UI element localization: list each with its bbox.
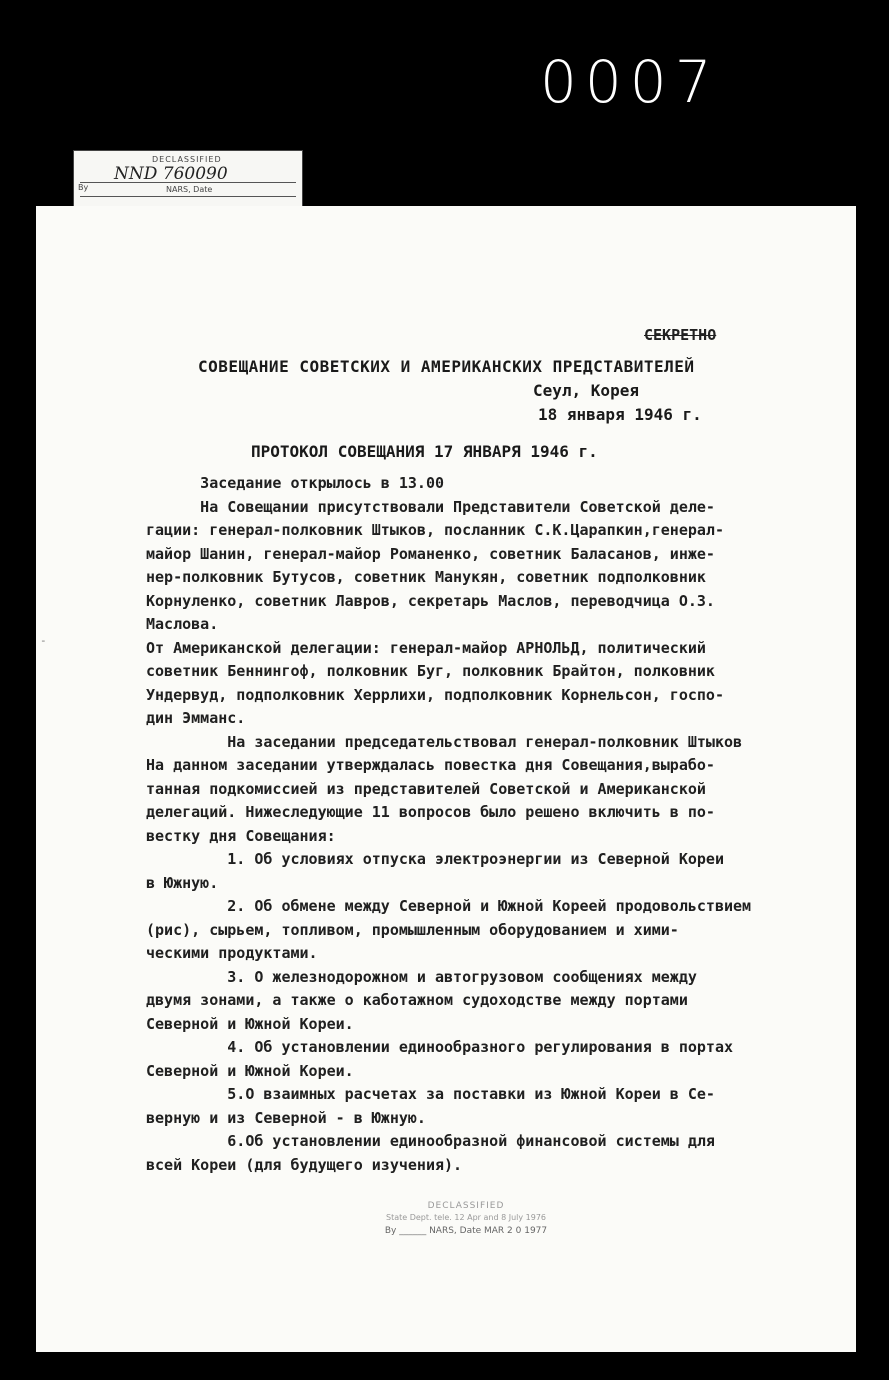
body-line: 5.О взаимных расчетах за поставки из Южной Кореи в Се- [146, 1085, 715, 1103]
body-line: в Южную. [146, 873, 219, 892]
body-line: (рис), сырьем, топливом, промышленным оборудованием и хими- [146, 920, 679, 939]
classification-mark: СЕКРЕТНО [644, 326, 717, 344]
document-title: СОВЕЩАНИЕ СОВЕТСКИХ И АМЕРИКАНСКИХ ПРЕДСТАВИТЕЛЕЙ [198, 357, 695, 376]
body-line: Северной и Южной Кореи. [146, 1061, 354, 1080]
body-line: Корнуленко, советник Лавров, секретарь Маслов, переводчица О.З. [146, 591, 715, 610]
document-page [36, 206, 856, 1352]
body-line: От Американской делегации: генерал-майор АРНОЛЬД, политический [146, 638, 706, 657]
body-line: Ундервуд, подполковник Херрлихи, подполковник Корнельсон, госпо- [146, 685, 724, 704]
frame-number: 0007 [540, 48, 720, 116]
body-line: делегаций. Нижеследующие 11 вопросов было решено включить в по- [146, 803, 715, 821]
body-line: ческими продуктами. [146, 944, 318, 962]
declassified-stamp-card [73, 150, 303, 208]
document-subtitle: ПРОТОКОЛ СОВЕЩАНИЯ 17 ЯНВАРЯ 1946 г. [251, 442, 598, 461]
body-line: 4. Об установлении единообразного регулирования в портах [146, 1038, 733, 1056]
stamp-card-rule [80, 196, 296, 197]
body-line: двумя зонами, а также о каботажном судоходстве между портами [146, 991, 688, 1009]
body-line: На данном заседании утверждалась повестка дня Совещания,вырабо- [146, 756, 715, 774]
body-line: майор Шанин, генерал-майор Романенко, советник Баласанов, инже- [146, 544, 715, 563]
body-line: Заседание открылось в 13.00 [146, 474, 445, 492]
stamp-card-rule [80, 182, 296, 183]
body-line: танная подкомиссией из представителей Советской и Американской [146, 779, 706, 798]
body-line: советник Беннингоф, полковник Буг, полковник Брайтон, полковник [146, 662, 715, 680]
document-body [146, 472, 771, 1177]
body-line: Северной и Южной Кореи. [146, 1014, 354, 1033]
body-line: гации: генерал-полковник Штыков, посланник С.К.Царапкин,генерал- [146, 521, 724, 539]
body-line: всей Кореи (для будущего изучения). [146, 1155, 463, 1174]
body-line: дин Эмманс. [146, 709, 246, 727]
body-line: 6.Об установлении единообразной финансовой системы для [146, 1132, 715, 1150]
stamp-card-heading: DECLASSIFIED [152, 155, 222, 164]
body-line: На заседании председательствовал генерал-полковник Штыков [146, 732, 743, 751]
body-line: 3. О железнодорожном и автогрузовом сообщениях между [146, 967, 697, 986]
stamp-card-nars-date: NARS, Date [166, 185, 213, 194]
body-line: Маслова. [146, 615, 219, 633]
body-line: На Совещании присутствовали Представители Советской деле- [146, 497, 715, 516]
document-place: Сеул, Корея [533, 381, 639, 400]
body-line: 2. Об обмене между Северной и Южной Кореей продовольствием [146, 897, 752, 915]
stamp-card-by: By [78, 183, 89, 192]
margin-mark: - [40, 634, 47, 647]
declassification-stamp-authority: State Dept. tele. 12 Apr and 8 July 1976 [385, 1213, 546, 1222]
declassification-stamp-title: DECLASSIFIED [427, 1201, 505, 1211]
declassification-stamp-date: By ______ NARS, Date MAR 2 0 1977 [384, 1226, 548, 1236]
body-line: 1. Об условиях отпуска электроэнергии из Северной Кореи [146, 850, 724, 868]
body-line: вестку дня Совещания: [146, 826, 336, 845]
body-line: нер-полковник Бутусов, советник Манукян, советник подполковник [146, 568, 706, 586]
stamp-card-authority: NND 760090 [114, 164, 228, 184]
body-line: верную и из Северной - в Южную. [146, 1108, 426, 1127]
declassification-stamp [336, 1201, 596, 1236]
document-date: 18 января 1946 г. [538, 405, 702, 424]
